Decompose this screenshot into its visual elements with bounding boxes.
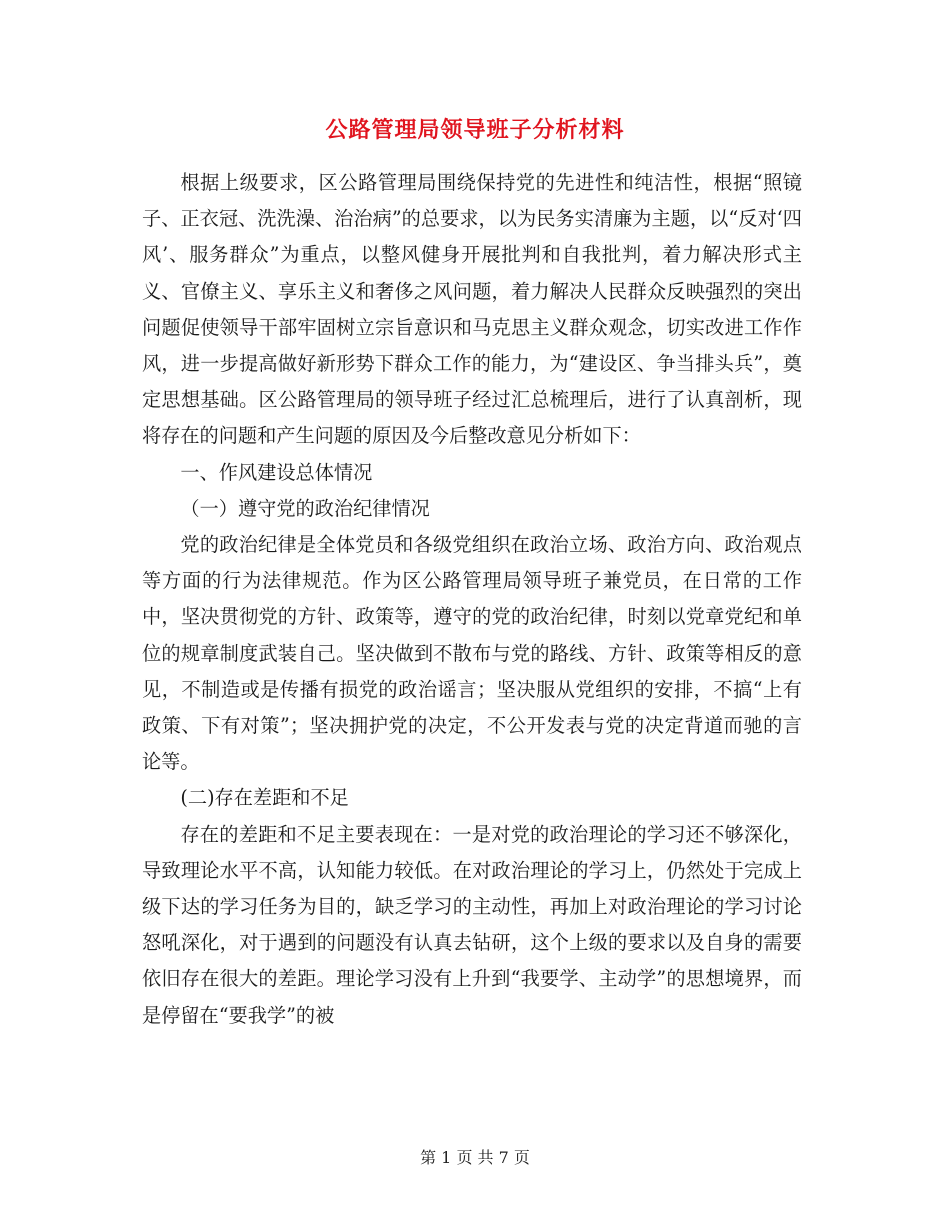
section-heading-1: 一、作风建设总体情况 — [180, 460, 373, 484]
subsection-heading-2: (二)存在差距和不足 — [180, 786, 349, 810]
paragraph-intro: 根据上级要求，区公路管理局围绕保持党的先进性和纯洁性，根据“照镜子、正衣冠、洗洗澡、治治病”的总要求，以为民务实清廉为主题，以“反对‘四风’、服务群众”为重点，以整风健身开展批判和自我批判，着力解决形式主义、官僚主义、享乐主义和奢侈之风问题，着力解决人民群众反映强烈的突出问题促使领导干部牢固树立宗旨意识和马克思主义群众观念，切实改进工作作风，进一步提高做好新形势下群众工作的能力，为“建设区、争当排头兵”，奠定思想基础。区公路管理局的领导班子经过汇总梳理后，进行了认真剖析，现将存在的问题和产生问题的原因及今后整改意见分析如下： — [142, 171, 802, 448]
page-number-footer: 第 1 页 共 7 页 — [420, 1148, 530, 1167]
paragraph-shortcomings: 存在的差距和不足主要表现在：一是对党的政治理论的学习还不够深化，导致理论水平不高，认知能力较低。在对政治理论的学习上，仍然处于完成上级下达的学习任务为目的，缺乏学习的主动性，再加上对政治理论的学习讨论怒吼深化，对于遇到的问题没有认真去钻研，这个上级的要求以及自身的需要依旧存在很大的差距。理论学习没有上升到“我要学、主动学”的思想境界，而是停留在“要我学”的被 — [142, 822, 802, 1027]
paragraph-political-discipline: 党的政治纪律是全体党员和各级党组织在政治立场、政治方向、政治观点等方面的行为法律规范。作为区公路管理局领导班子兼党员，在日常的工作中，坚决贯彻党的方针、政策等，遵守的党的政治纪律，时刻以党章党纪和单位的规章制度武装自己。坚决做到不散布与党的路线、方针、政策等相反的意见，不制造或是传播有损党的政治谣言；坚决服从党组织的安排，不搞“上有政策、下有对策”；坚决拥护党的决定，不公开发表与党的决定背道而驰的言论等。 — [142, 533, 802, 774]
document-title: 公路管理局领导班子分析材料 — [325, 117, 625, 143]
subsection-heading-1: （一）遵守党的政治纪律情况 — [180, 496, 430, 520]
document-body — [142, 165, 802, 1034]
